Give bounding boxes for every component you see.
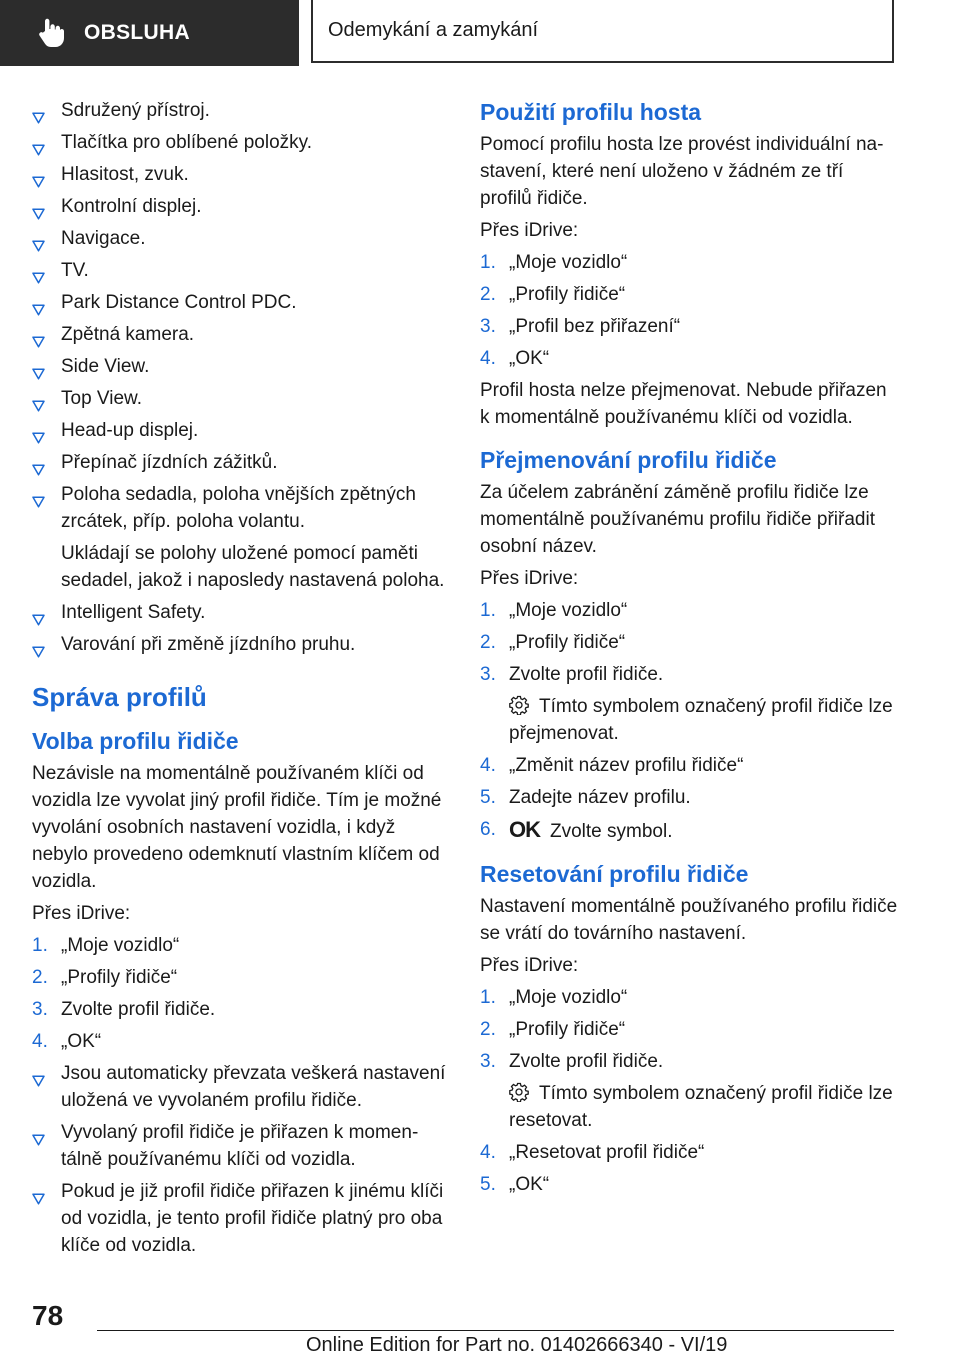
list-item — [32, 481, 452, 535]
via-idrive-label: Přes iDrive: — [480, 568, 579, 589]
triangle-bullet-icon — [32, 361, 45, 373]
guest-profile-outro: Profil hosta nelze přejmenovat. Nebude přiřazen k momentálně používanému klíči od vozidla. — [480, 380, 887, 428]
step-text: Zadejte název profilu. — [509, 787, 691, 808]
page-number: 78 — [32, 1300, 64, 1331]
chapter-tab — [311, 0, 894, 63]
triangle-bullet-icon — [32, 457, 45, 469]
reset-profile-steps-continued — [480, 1139, 900, 1198]
triangle-bullet-icon — [32, 425, 45, 437]
via-idrive-label: Přes iDrive: — [32, 903, 131, 924]
list-item-text: Vyvolaný profil řidiče je přiřazen k momentálně používanému klíči od vozidla. — [61, 1122, 419, 1170]
step-number: 2. — [480, 632, 496, 653]
step-number: 4. — [32, 1031, 48, 1052]
numbered-step — [480, 1016, 900, 1043]
list-item — [32, 353, 452, 380]
list-item-text: Kontrolní displej. — [61, 196, 202, 217]
list-item — [32, 1119, 452, 1173]
list-item — [32, 1060, 452, 1114]
step-number: 3. — [32, 999, 48, 1020]
reset-symbol-note-text: Tímto symbolem označený profil řidiče lze resetovat. — [509, 1083, 893, 1131]
triangle-bullet-icon — [32, 639, 45, 651]
step-text: Zvolte profil řidiče. — [509, 1051, 664, 1072]
numbered-step — [480, 629, 900, 656]
numbered-step — [480, 281, 900, 308]
section-tab-label: OBSLUHA — [84, 21, 190, 44]
list-item-text: Hlasitost, zvuk. — [61, 164, 189, 185]
step-text: Zvolte symbol. — [550, 821, 673, 842]
feature-list — [32, 97, 452, 535]
rename-profile-intro: Za účelem zabránění záměně profilu řidiče lze momentálně používanému profilu řidiče přiřadit osobní název. — [480, 482, 875, 557]
step-text: „OK“ — [61, 1031, 102, 1052]
list-item-text: Top View. — [61, 388, 142, 409]
section-tab — [0, 0, 299, 66]
numbered-step — [480, 1171, 900, 1198]
step-number: 4. — [480, 348, 496, 369]
list-item-text: Poloha sedadla, poloha vnějších zpětných zrcátek, příp. poloha volantu. — [61, 484, 416, 532]
settings-gear-icon — [509, 1082, 529, 1102]
triangle-bullet-icon — [32, 297, 45, 309]
numbered-step — [480, 345, 900, 372]
reset-symbol-note — [480, 1080, 900, 1134]
subsection-heading-reset-profile: Resetování profilu řidiče — [480, 861, 749, 887]
list-item-text: Varování při změně jízdního pruhu. — [61, 634, 356, 655]
list-item — [32, 257, 452, 284]
list-item — [32, 1178, 452, 1259]
step-number: 1. — [480, 600, 496, 621]
list-item-text: Intelligent Safety. — [61, 602, 206, 623]
step-text: „Profily řidiče“ — [509, 632, 626, 653]
triangle-bullet-icon — [32, 265, 45, 277]
step-text: Zvolte profil řidiče. — [61, 999, 216, 1020]
list-item — [32, 631, 452, 658]
list-item-text: Tlačítka pro oblíbené položky. — [61, 132, 313, 153]
subsection-heading-guest-profile: Použití profilu hosta — [480, 99, 702, 125]
rename-symbol-note-text: Tímto symbolem označený profil řidiče lze přejmenovat. — [509, 696, 893, 744]
numbered-step — [32, 932, 452, 959]
step-number: 2. — [32, 967, 48, 988]
step-text: „Resetovat profil řidiče“ — [509, 1142, 705, 1163]
numbered-step — [32, 1028, 452, 1055]
numbered-step — [480, 1139, 900, 1166]
triangle-bullet-icon — [32, 105, 45, 117]
step-number: 3. — [480, 316, 496, 337]
feature-list-tail — [32, 599, 452, 658]
step-text: „Moje vozidlo“ — [509, 600, 628, 621]
triangle-bullet-icon — [32, 489, 45, 501]
list-item-text: Pokud je již profil řidiče přiřazen k jinému klíči od vozidla, je tento profil řidiče platný pro oba klíče od vozidla. — [61, 1181, 444, 1256]
ok-symbol-icon: OK — [509, 817, 540, 842]
subsection-heading-select-profile: Volba profilu řidiče — [32, 728, 239, 754]
numbered-step — [480, 1048, 900, 1075]
triangle-bullet-icon — [32, 329, 45, 341]
step-number: 5. — [480, 1174, 496, 1195]
step-text: „Moje vozidlo“ — [509, 987, 628, 1008]
reset-profile-steps — [480, 984, 900, 1075]
numbered-step — [32, 964, 452, 991]
list-item — [32, 225, 452, 252]
footer-divider — [97, 1330, 894, 1331]
step-text: „Profily řidiče“ — [61, 967, 178, 988]
step-number: 4. — [480, 1142, 496, 1163]
step-number: 2. — [480, 1019, 496, 1040]
step-text: „Profily řidiče“ — [509, 1019, 626, 1040]
list-item-text: Side View. — [61, 356, 150, 377]
rename-profile-steps-continued — [480, 752, 900, 811]
list-item-text: Zpětná kamera. — [61, 324, 195, 345]
page-header — [0, 0, 960, 66]
triangle-bullet-icon — [32, 169, 45, 181]
list-item — [32, 289, 452, 316]
list-item — [32, 97, 452, 124]
list-item — [32, 193, 452, 220]
triangle-bullet-icon — [32, 607, 45, 619]
list-item-text: Přepínač jízdních zážitků. — [61, 452, 278, 473]
select-profile-intro: Nezávisle na momentálně používaném klíči od vozidla lze vyvolat jiný profil řidiče. Tím je možné vyvolání osobních nastavení vozidla, i když nebylo provedeno odemknutí vlastním klíčem od vozidla. — [32, 763, 442, 892]
triangle-bullet-icon — [32, 1186, 45, 1198]
rename-profile-steps — [480, 597, 900, 688]
step-number: 3. — [480, 1051, 496, 1072]
step-text: „Moje vozidlo“ — [61, 935, 180, 956]
section-heading: Správa profilů — [32, 682, 207, 712]
list-item — [32, 417, 452, 444]
step-text: Zvolte profil řidiče. — [509, 664, 664, 685]
numbered-step — [480, 752, 900, 779]
step-text: „OK“ — [509, 348, 550, 369]
step-text: „Změnit název profilu řidiče“ — [509, 755, 744, 776]
numbered-step — [480, 661, 900, 688]
triangle-bullet-icon — [32, 233, 45, 245]
settings-gear-icon — [509, 695, 529, 715]
list-item — [32, 599, 452, 626]
numbered-step — [480, 313, 900, 340]
chapter-title: Odemykání a zamykání — [328, 19, 539, 41]
via-idrive-label: Přes iDrive: — [480, 220, 579, 241]
right-column — [480, 97, 900, 1203]
numbered-step — [32, 996, 452, 1023]
numbered-step — [480, 784, 900, 811]
select-profile-notes — [32, 1060, 452, 1259]
numbered-step — [480, 984, 900, 1011]
via-idrive-label: Přes iDrive: — [480, 955, 579, 976]
list-item-text: Navigace. — [61, 228, 146, 249]
rename-symbol-note — [480, 693, 900, 747]
list-item-text: Sdružený přístroj. — [61, 100, 210, 121]
rename-step-6 — [480, 816, 900, 845]
numbered-step — [480, 597, 900, 624]
triangle-bullet-icon — [32, 201, 45, 213]
edition-footer: Online Edition for Part no. 01402666340 - VI/19 — [306, 1334, 728, 1356]
list-item-text: Head-up displej. — [61, 420, 199, 441]
step-text: „Moje vozidlo“ — [509, 252, 628, 273]
select-profile-steps — [32, 932, 452, 1055]
seat-note: Ukládají se polohy uložené pomocí paměti sedadel, jakož i naposledy nastavená poloha. — [61, 543, 445, 591]
step-number: 4. — [480, 755, 496, 776]
step-text: „Profily řidiče“ — [509, 284, 626, 305]
step-number: 1. — [32, 935, 48, 956]
step-number: 5. — [480, 787, 496, 808]
guest-profile-steps — [480, 249, 900, 372]
guest-profile-intro: Pomocí profilu hosta lze provést individuální nastavení, které není uloženo v žádném ze tří profilů řidiče. — [480, 134, 884, 209]
triangle-bullet-icon — [32, 137, 45, 149]
step-text: „Profil bez přiřazení“ — [509, 316, 681, 337]
numbered-step — [480, 249, 900, 276]
reset-profile-intro: Nastavení momentálně používaného profilu řidiče se vrátí do továrního nastavení. — [480, 896, 898, 944]
hand-pointer-icon — [38, 13, 74, 53]
step-number: 1. — [480, 252, 496, 273]
list-item — [32, 321, 452, 348]
step-number: 2. — [480, 284, 496, 305]
step-number: 1. — [480, 987, 496, 1008]
list-item-text: TV. — [61, 260, 89, 281]
subsection-heading-rename-profile: Přejmenování profilu řidiče — [480, 447, 777, 473]
left-column — [32, 97, 452, 1264]
list-item — [32, 449, 452, 476]
list-item — [32, 385, 452, 412]
triangle-bullet-icon — [32, 1127, 45, 1139]
step-text: „OK“ — [509, 1174, 550, 1195]
list-item — [32, 129, 452, 156]
list-item-text: Park Distance Control PDC. — [61, 292, 297, 313]
triangle-bullet-icon — [32, 1068, 45, 1080]
triangle-bullet-icon — [32, 393, 45, 405]
step-number: 6. — [480, 819, 496, 840]
list-item-text: Jsou automaticky převzata veškerá nastavení uložená ve vyvolaném profilu řidiče. — [61, 1063, 446, 1111]
list-item — [32, 161, 452, 188]
step-number: 3. — [480, 664, 496, 685]
